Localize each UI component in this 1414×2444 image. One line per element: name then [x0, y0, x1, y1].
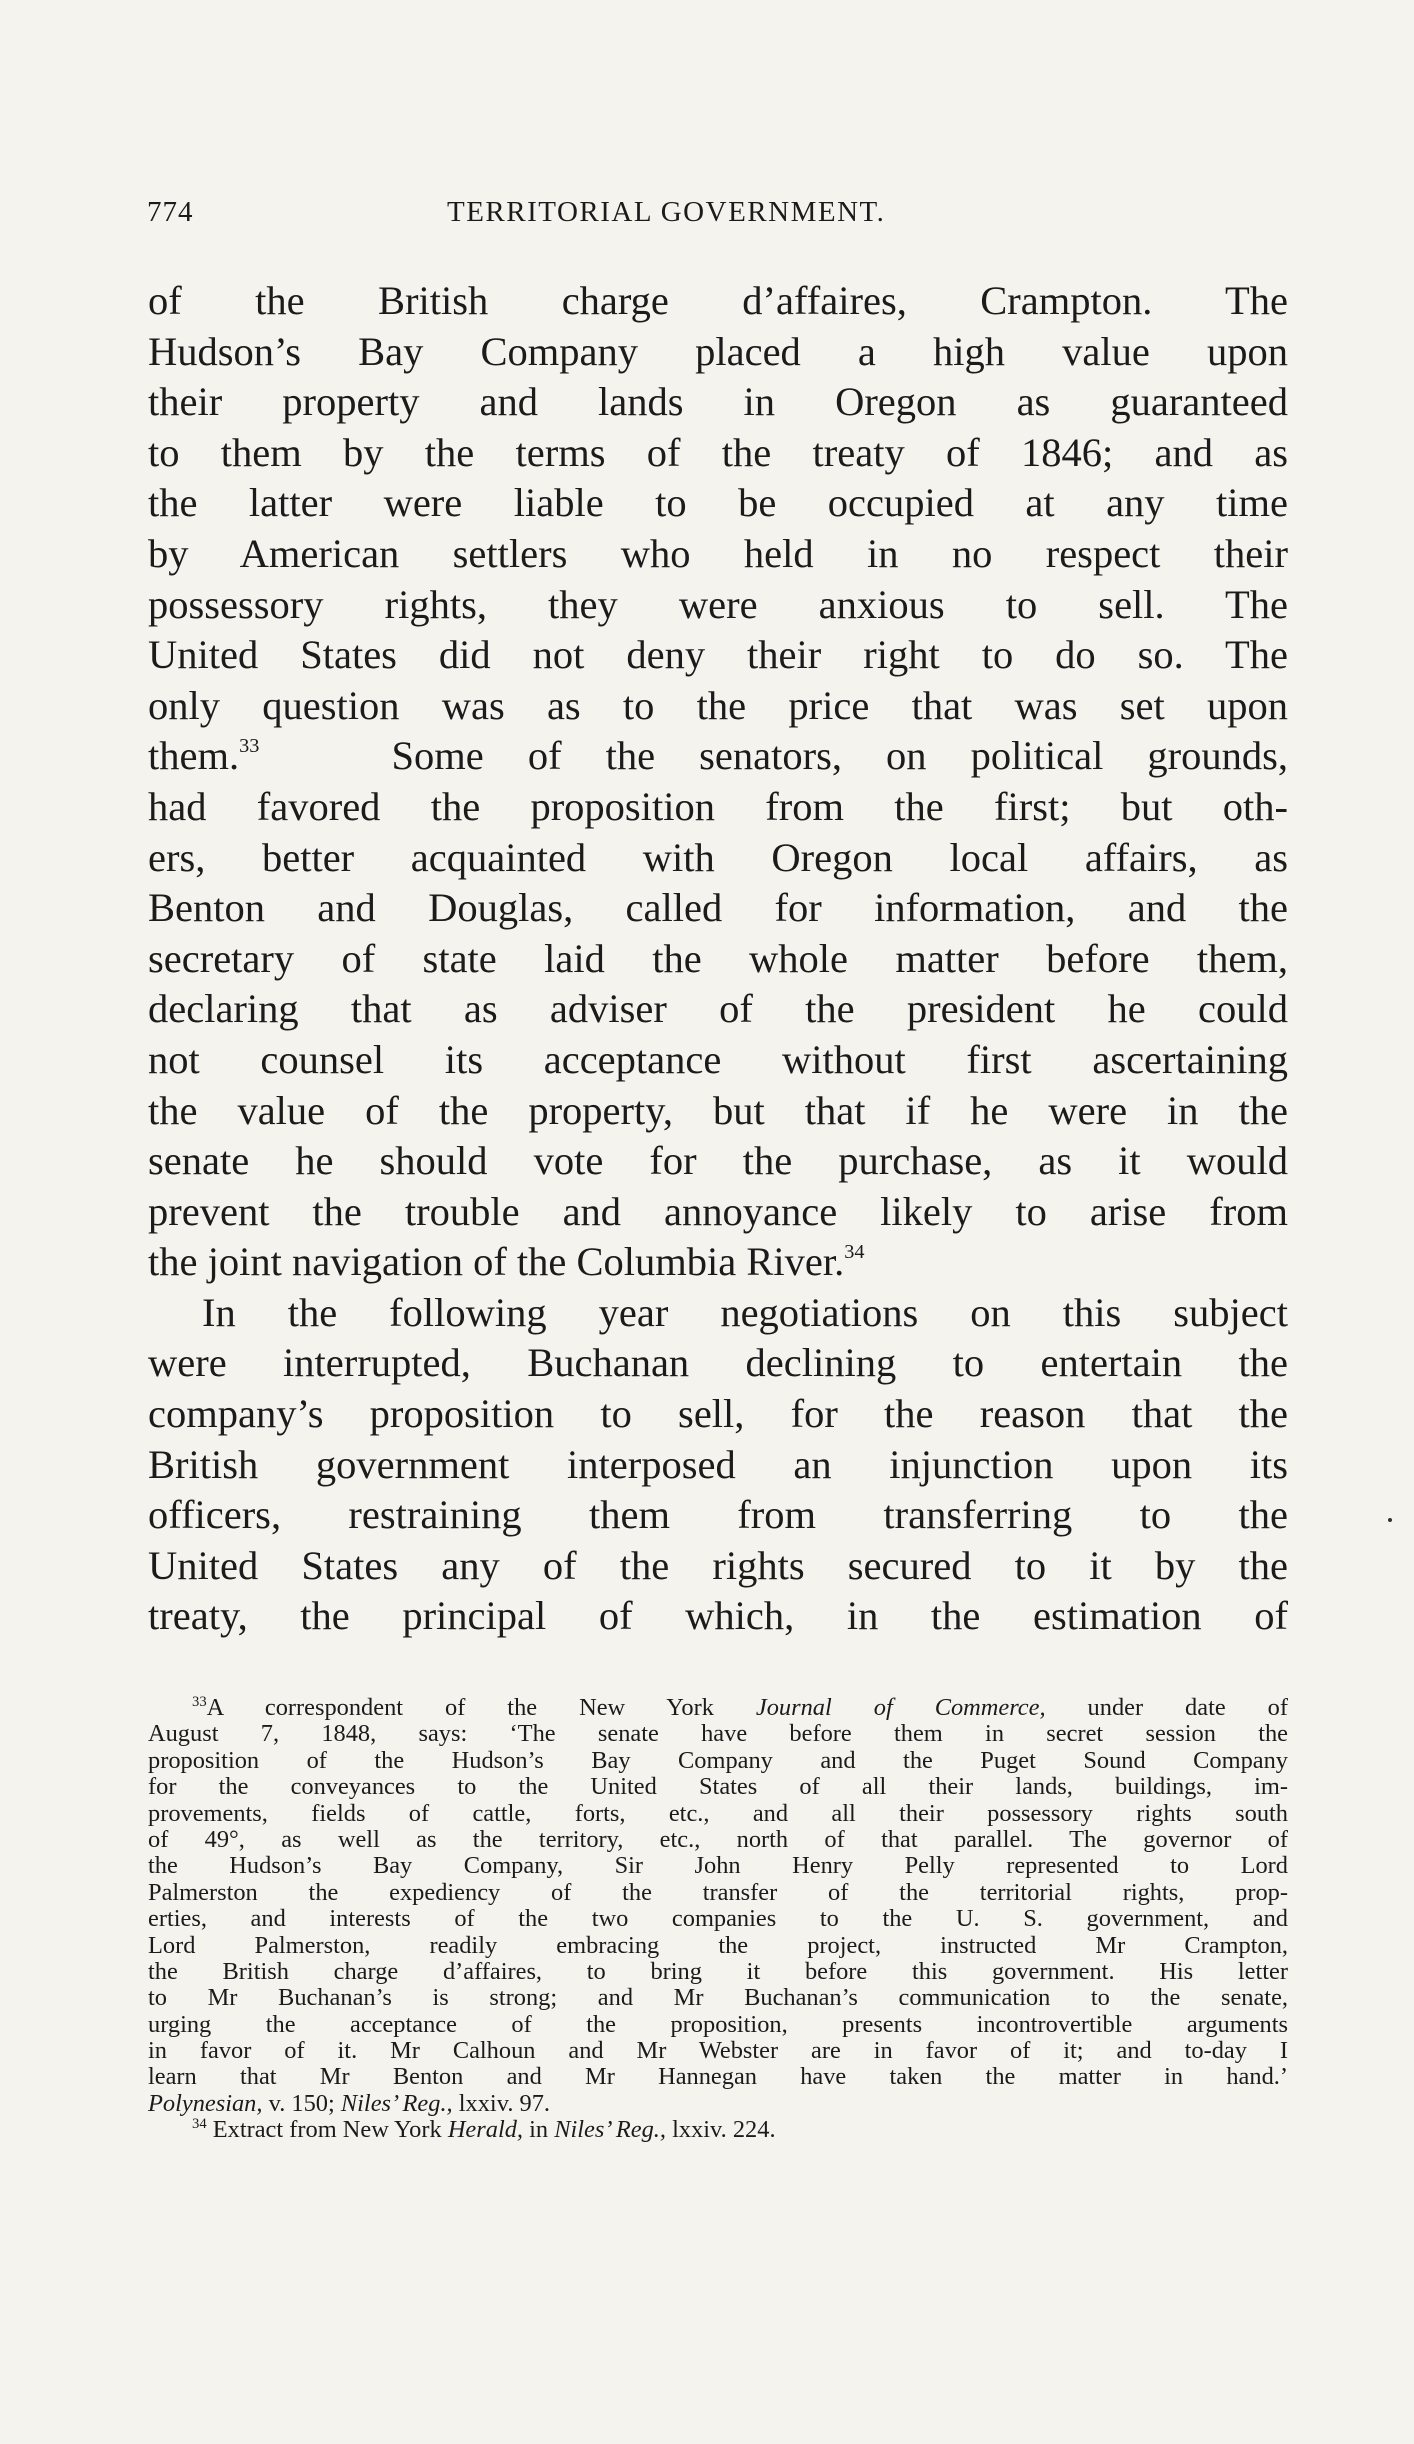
body-line: United States any of the rights secured to it by the [148, 1542, 1288, 1588]
footnote-number-34: 34 [192, 2116, 207, 2133]
footnote-line: the British charge d’affaires, to bring it before this government. His letter [148, 1957, 1288, 1985]
footnote-line: for the conveyances to the United States of all their lands, buildings, im- [148, 1773, 1288, 1801]
body-line: officers, restraining them from transferring to the [148, 1492, 1288, 1538]
body-line: ers, better acquainted with Oregon local affairs, as [148, 834, 1288, 880]
body-line: their property and lands in Oregon as guaranteed [148, 379, 1288, 425]
footnote-line: the Hudson’s Bay Company, Sir John Henry Pelly represented to Lord [148, 1852, 1288, 1880]
body-line: Hudson’s Bay Company placed a high value upon [148, 328, 1288, 374]
body-text [148, 276, 1288, 1642]
footnote-line: provements, fields of cattle, forts, etc., and all their possessory rights south [148, 1799, 1288, 1827]
footnote-ref-34: 34 [844, 1241, 865, 1264]
running-header [147, 196, 1287, 236]
body-line: company’s proposition to sell, for the reason that the [148, 1391, 1288, 1437]
footnote-text: A correspondent of the New York [206, 1694, 714, 1721]
body-line: had favored the proposition from the first; but oth- [148, 783, 1288, 829]
footnote-text: under date of [1087, 1694, 1288, 1721]
footnote-number-33: 33 [192, 1694, 207, 1711]
footnote-33-source-line [148, 2091, 1288, 2117]
footnote-line: Lord Palmerston, readily embracing the project, instructed Mr Crampton, [148, 1931, 1288, 1959]
footnote-34-line [148, 2117, 1288, 2143]
ink-speck [1388, 1518, 1392, 1522]
footnote-text: in [529, 2116, 549, 2144]
body-line: Benton and Douglas, called for information, and the [148, 885, 1288, 931]
body-line-rest: Some of the senators, on political grounds, [391, 733, 1289, 779]
body-line: by American settlers who held in no respect their [148, 530, 1288, 576]
footnote-33-first-line [148, 1695, 1288, 1721]
body-line-text: the joint navigation of the Columbia River. [148, 1239, 845, 1285]
footnote-line: erties, and interests of the two companies to the U. S. government, and [148, 1905, 1288, 1933]
footnote-line: in favor of it. Mr Calhoun and Mr Webster are in favor of it; and to-day I [148, 2037, 1288, 2065]
footnote-text: lxxiv. 224. [672, 2116, 776, 2144]
body-line-with-note-ref [148, 1237, 1288, 1288]
paragraph-start-line: In the following year negotiations on this subject [202, 1289, 1288, 1335]
running-title: TERRITORIAL GOVERNMENT. [447, 196, 886, 228]
footnote-text: Extract from New York [212, 2116, 442, 2144]
body-line: only question was as to the price that was set upon [148, 682, 1288, 728]
body-line: to them by the terms of the treaty of 1846; and as [148, 429, 1288, 475]
footnote-text: lxxiv. 97. [458, 2089, 551, 2117]
page-number: 774 [147, 196, 194, 228]
body-line: not counsel its acceptance without first ascertaining [148, 1036, 1288, 1082]
footnote-italic: Polynesian, [148, 2089, 263, 2117]
footnotes [148, 1695, 1288, 2144]
footnote-line: proposition of the Hudson’s Bay Company and the Puget Sound Company [148, 1746, 1288, 1774]
footnote-text: v. 150; [268, 2089, 335, 2117]
footnote-italic: Niles’ Reg., [554, 2116, 666, 2144]
body-line: the value of the property, but that if he were in the [148, 1087, 1288, 1133]
body-line-lead: them. [148, 733, 240, 779]
footnote-ref-33: 33 [239, 735, 260, 758]
body-line-with-note-ref [148, 731, 1288, 782]
footnote-italic: Niles’ Reg., [340, 2089, 453, 2117]
body-line: declaring that as adviser of the president he could [148, 986, 1288, 1032]
body-line: possessory rights, they were anxious to sell. The [148, 581, 1288, 627]
footnote-line: of 49°, as well as the territory, etc., north of that parallel. The governor of [148, 1825, 1288, 1853]
body-line: were interrupted, Buchanan declining to entertain the [148, 1340, 1288, 1386]
body-line: senate he should vote for the purchase, as it would [148, 1138, 1288, 1184]
footnote-line: to Mr Buchanan’s is strong; and Mr Buchanan’s communication to the senate, [148, 1984, 1288, 2012]
footnote-line: learn that Mr Benton and Mr Hannegan have taken the matter in hand.’ [148, 2063, 1288, 2091]
body-line: British government interposed an injunction upon its [148, 1441, 1288, 1487]
body-line: secretary of state laid the whole matter before them, [148, 935, 1288, 981]
footnote-line: Palmerston the expediency of the transfer of the territorial rights, prop- [148, 1878, 1288, 1906]
footnote-line: urging the acceptance of the proposition, presents incontrovertible arguments [148, 2010, 1288, 2038]
body-line: United States did not deny their right to do so. The [148, 632, 1288, 678]
footnote-line: August 7, 1848, says: ‘The senate have before them in secret session the [148, 1720, 1288, 1748]
footnote-italic: Journal of Commerce, [755, 1694, 1046, 1721]
body-line: prevent the trouble and annoyance likely to arise from [148, 1188, 1288, 1234]
footnote-italic: Herald, [447, 2116, 524, 2144]
body-line: the latter were liable to be occupied at any time [148, 480, 1288, 526]
body-line: of the British charge d’affaires, Crampton. The [148, 278, 1288, 323]
body-line: treaty, the principal of which, in the estimation of [148, 1593, 1288, 1639]
